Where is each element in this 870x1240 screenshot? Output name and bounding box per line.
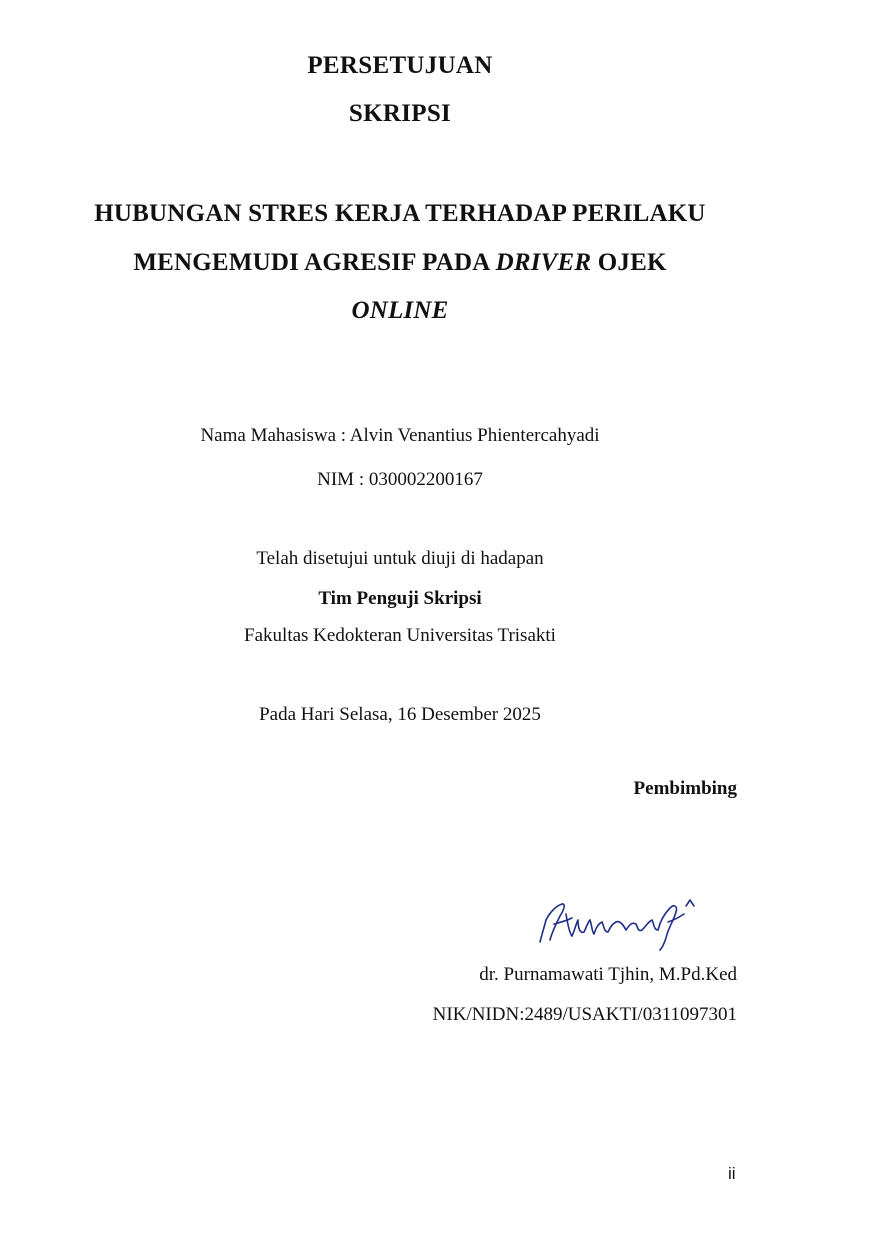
thesis-title-line-2-part-2: OJEK xyxy=(591,249,667,276)
supervisor-nik: NIK/NIDN:2489/USAKTI/0311097301 xyxy=(432,1004,737,1025)
supervisor-name: dr. Purnamawati Tjhin, M.Pd.Ked xyxy=(479,964,737,985)
student-nim-line: NIM : 030002200167 xyxy=(317,469,483,490)
thesis-title-line-1: HUBUNGAN STRES KERJA TERHADAP PERILAKU xyxy=(94,200,706,227)
supervisor-signature xyxy=(528,884,718,954)
heading-skripsi: SKRIPSI xyxy=(348,100,452,127)
page-number: ii xyxy=(728,1164,736,1183)
faculty-name: Fakultas Kedokteran Universitas Trisakti xyxy=(244,625,556,646)
thesis-title-online: ONLINE xyxy=(351,297,449,324)
approval-date: Pada Hari Selasa, 16 Desember 2025 xyxy=(259,704,541,725)
approval-statement: Telah disetujui untuk diuji di hadapan xyxy=(256,548,544,569)
supervisor-heading: Pembimbing xyxy=(633,778,737,799)
thesis-title-driver: DRIVER xyxy=(495,249,592,276)
thesis-title-line-2-part-1: MENGEMUDI AGRESIF PADA xyxy=(133,249,496,276)
heading-persetujuan: PERSETUJUAN xyxy=(307,52,493,79)
student-name-line: Nama Mahasiswa : Alvin Venantius Phientercahyadi xyxy=(200,425,600,446)
examiner-team: Tim Penguji Skripsi xyxy=(318,588,482,609)
thesis-title-line-2 xyxy=(0,249,800,277)
